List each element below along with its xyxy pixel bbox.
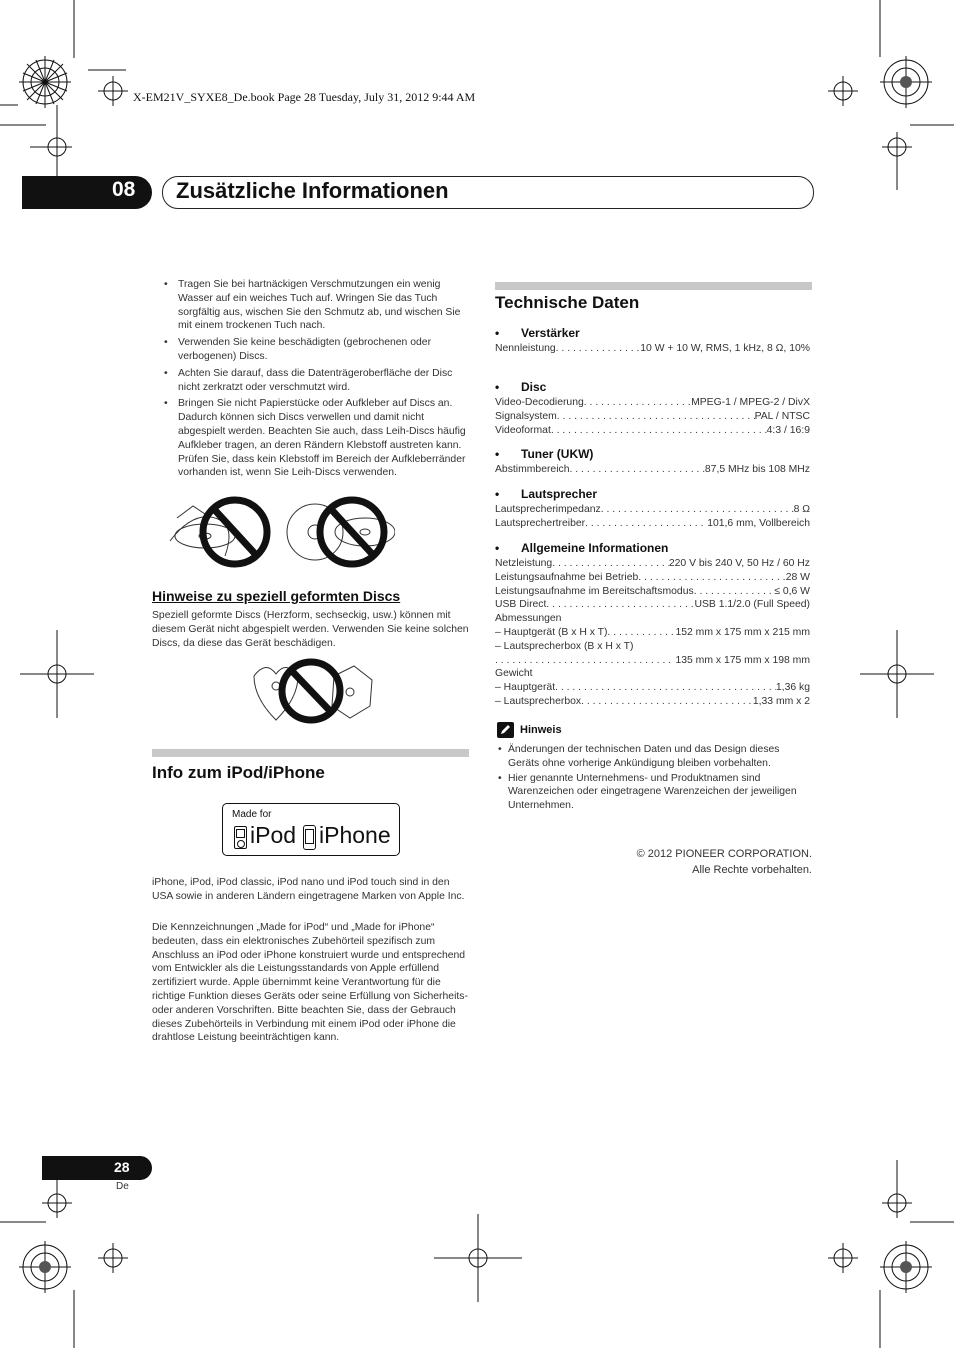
spec-speaker-heading: • Lautsprecher — [495, 487, 598, 501]
spec-tuner-heading: • Tuner (UKW) — [495, 447, 594, 461]
chapter-title: Zusätzliche Informationen — [176, 178, 449, 203]
iphone-icon — [303, 825, 316, 850]
spec-row: Lautsprechertreiber . . . 101,6 mm, Vollbereich — [495, 517, 810, 531]
shaped-discs-heading: Hinweise zu speziell geformten Discs — [152, 588, 401, 604]
disc-sticker-illustration — [165, 496, 395, 568]
made-for-ipod-iphone-logo — [222, 803, 400, 856]
page-number: 28 — [114, 1159, 130, 1175]
spec-general-heading: • Allgemeine Informationen — [495, 541, 669, 555]
list-item: • Hier genannte Unternehmens- und Produktnamen sind Warenzeichen oder eingetragene Warenzeichen der jeweiligen Unternehmen. — [498, 772, 812, 813]
note-heading: Hinweis — [520, 724, 562, 736]
ipod-icon — [234, 826, 247, 849]
spec-row: – Hauptgerät (B x H x T) . . . 152 mm x 175 mm x 215 mm — [495, 626, 810, 640]
spec-row: Videoformat . . . 4:3 / 16:9 — [495, 424, 810, 438]
list-item: • Achten Sie darauf, dass die Datenträgeroberfläche der Disc nicht zerkratzt oder verschmutzt wird. — [164, 367, 470, 395]
ipod-heading: Info zum iPod/iPhone — [152, 763, 325, 782]
made-for-label: Made for — [232, 809, 272, 820]
page-language: De — [116, 1181, 129, 1192]
print-header: X-EM21V_SYXE8_De.book Page 28 Tuesday, July 31, 2012 9:44 AM — [133, 90, 476, 104]
spec-row: . . . 135 mm x 175 mm x 198 mm — [495, 654, 810, 668]
spec-tuner: Abstimmbereich . . . 87,5 MHz bis 108 MHz — [495, 463, 810, 477]
list-item: • Verwenden Sie keine beschädigten (gebrochenen oder verbogenen) Discs. — [164, 336, 470, 364]
list-item: • Änderungen der technischen Daten und das Design dieses Geräts ohne vorherige Ankündigung bleiben vorbehalten. — [498, 743, 812, 771]
made-for-text: Die Kennzeichnungen „Made for iPod“ und „Made for iPhone“ bedeuten, dass ein elektronisches Zubehörteil spezifisch zum Anschluss an iPod oder iPhone konstruiert wurde und entsprechend vom Entwickler als die Leistungsstandards von Apple erfüllend zertifiziert wurde. Apple übernimmt keine Verantwortung für die richtige Funktion dieses Geräts oder seine Erfüllung von Sicherheits- oder anderen Vorschriften. Bitte beachten Sie, dass der Gebrauch dieses Zubehörteils in Verbindung mit einem iPod oder iPhone die drahtlose Leistung beeinträchtigen kann. — [152, 922, 468, 1044]
shaped-discs-text: Speziell geformte Discs (Herzform, sechseckig, usw.) können mit diesem Gerät nicht abgespielt werden. Verwenden Sie keine solchen Discs, da diese das Gerät beschädigen. — [152, 610, 469, 649]
section-rule — [152, 749, 469, 757]
spec-row: – Hauptgerät . . . 1,36 kg — [495, 681, 810, 695]
list-item: • Bringen Sie nicht Papierstücke oder Aufkleber auf Discs an. Dadurch können sich Discs verwellen und damit nicht abgespielt werden. Beachten Sie auch, dass Leih-Discs häufig Aufkleber tragen, an deren Rändern Klebstoff austreten kann. Prüfen Sie, dass kein Klebstoff im Bereich der Aufkleberränder vorhanden ist, wenn Sie Leih-Discs verwenden. — [164, 397, 470, 480]
spec-general: Netzleistung . . . 220 V bis 240 V, 50 Hz / 60 Hz Leistungsaufnahme bei Betrieb . . . 28 W Leistungsaufnahme im Bereitschaftsmodus . . . ≤ 0,6 W USB Direct . . . USB 1.1/2.0 (Full Speed) Abmessungen – Hauptgerät (B x H x T) . . . 152 mm x 175 mm x 215 mm – Lautsprecherbox (B x H x T) . . . 135 mm x 175 mm x 198 mm Gewicht – Hauptgerät . . . 1,36 kg – Lautsprecherbox . . . 1,33 mm x 2 — [495, 557, 810, 709]
section-rule — [495, 282, 812, 290]
chapter-number: 08 — [112, 178, 136, 201]
spec-row: Leistungsaufnahme im Bereitschaftsmodus . . . ≤ 0,6 W — [495, 585, 810, 599]
note-pencil-icon — [497, 722, 514, 738]
spec-row: Signalsystem . . . PAL / NTSC — [495, 410, 810, 424]
note-list — [498, 743, 812, 816]
care-bullet-list — [164, 278, 470, 483]
spec-amp-heading: • Verstärker — [495, 326, 580, 340]
copyright: © 2012 PIONEER CORPORATION. Alle Rechte vorbehalten. — [636, 848, 812, 876]
spec-disc — [495, 396, 810, 437]
spec-row: – Lautsprecherbox . . . 1,33 mm x 2 — [495, 695, 810, 709]
spec-row: USB Direct . . . USB 1.1/2.0 (Full Speed) — [495, 598, 810, 612]
shaped-disc-illustration — [246, 658, 376, 724]
iphone-wordmark: iPhone — [319, 822, 391, 848]
spec-row: Netzleistung . . . 220 V bis 240 V, 50 Hz / 60 Hz — [495, 557, 810, 571]
list-item: • Tragen Sie bei hartnäckigen Verschmutzungen ein wenig Wasser auf ein weiches Tuch auf. Wringen Sie das Tuch sorgfältig aus, wischen Sie den Schmutz ab, und wischen Sie mit einem trockenen Tuch nach. — [164, 278, 470, 333]
spec-speaker — [495, 503, 810, 531]
spec-row: Video-Decodierung . . . MPEG-1 / MPEG-2 / DivX — [495, 396, 810, 410]
spec-amp: Nennleistung . . . 10 W + 10 W, RMS, 1 kHz, 8 Ω, 10% — [495, 342, 810, 356]
spec-disc-heading: • Disc — [495, 380, 547, 394]
specs-heading: Technische Daten — [495, 293, 640, 312]
spec-row: Lautsprecherimpedanz . . . 8 Ω — [495, 503, 810, 517]
ipod-wordmark: iPod — [250, 822, 297, 848]
ipod-trademark-text: iPhone, iPod, iPod classic, iPod nano und iPod touch sind in den USA sowie in anderen Ländern eingetragene Marken von Apple Inc. — [152, 877, 465, 902]
page-number-tab — [42, 1156, 152, 1180]
spec-row: Leistungsaufnahme bei Betrieb . . . 28 W — [495, 571, 810, 585]
